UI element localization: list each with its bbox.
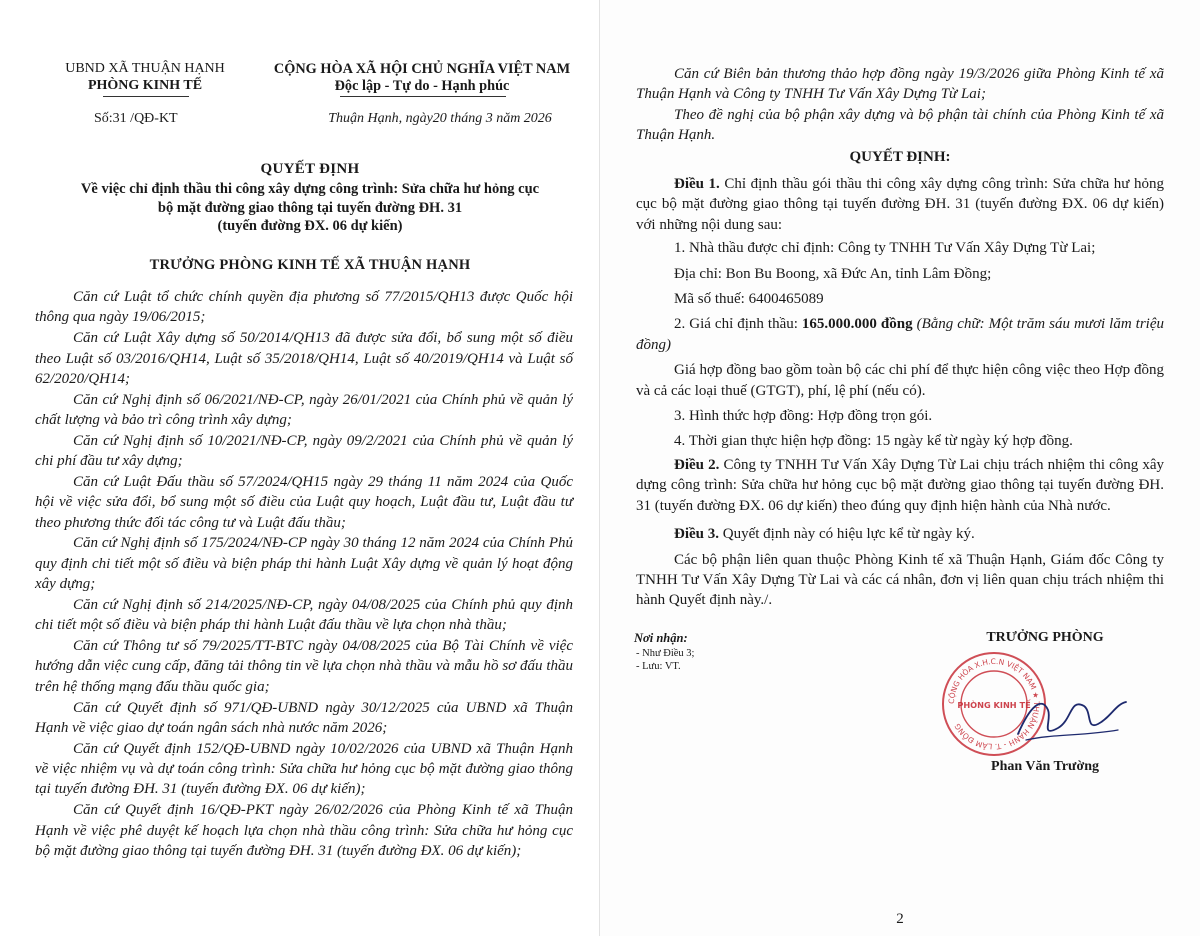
article-3 <box>636 524 1164 544</box>
header-underline-left <box>103 96 189 97</box>
legal-basis-item: Theo đề nghị của bộ phận xây dựng và bộ phận tài chính của Phòng Kinh tế xã Thuận Hạnh. <box>636 106 1164 144</box>
national-title: CỘNG HÒA XÃ HỘI CHỦ NGHĨA VIỆT NAM <box>273 61 571 77</box>
legal-basis-item: Căn cứ Quyết định 152/QĐ-UBND ngày 10/02/2026 của UBND xã Thuận Hạnh về việc nhiệm vụ và dự toán công trình: Sửa chữa hư hỏng cục bộ mặt đường giao thông tại tuyến đường ĐH. 31 (tuyến đường ĐX. 06 dự kiến); <box>35 740 573 798</box>
article-1-label: Điều 1. <box>674 176 720 192</box>
signature-title: TRƯỞNG PHÒNG <box>986 630 1104 645</box>
article-1-address: Địa chỉ: Bon Bu Boong, xã Đức An, tỉnh Lâm Đồng; <box>674 265 992 282</box>
seal-ring-text: CỘNG HÒA X.H.C.N VIỆT NAM ★ THUẬN HẠNH - T. LÂM ĐỒNG <box>946 656 1042 752</box>
page-right <box>600 0 1200 936</box>
legal-basis-item: Căn cứ Biên bản thương thảo hợp đồng ngày 19/3/2026 giữa Phòng Kinh tế xã Thuận Hạnh và Công ty TNHH Tư Vấn Xây Dựng Từ Lai; <box>636 66 1164 103</box>
article-3-label: Điều 3. <box>674 526 719 543</box>
recipients-label: Nơi nhận: <box>634 631 688 645</box>
dateline: Thuận Hạnh, ngày20 tháng 3 năm 2026 <box>328 111 552 126</box>
legal-basis-item: Căn cứ Nghị định số 214/2025/NĐ-CP, ngày 04/08/2025 của Chính phủ quy định chi tiết một số điều và biện pháp thi hành Luật đấu thầu về lựa chọn nhà thầu; <box>35 596 573 634</box>
legal-basis-item: Căn cứ Luật tổ chức chính quyền địa phương số 77/2015/QH13 được Quốc hội thông qua ngày 19/06/2015; <box>35 289 573 326</box>
article-1 <box>636 174 1164 235</box>
legal-basis-list <box>35 287 573 862</box>
article-1-contractor: 1. Nhà thầu được chỉ định: Công ty TNHH Tư Vấn Xây Dựng Từ Lai; <box>674 240 1096 257</box>
subject-line-3: (tuyến đường ĐX. 06 dự kiến) <box>217 218 403 234</box>
article-2-label: Điều 2. <box>674 456 720 473</box>
subject-line-1: Về việc chỉ định thầu thi công xây dựng công trình: Sửa chữa hư hỏng cục <box>80 181 540 197</box>
page-number: 2 <box>896 911 904 927</box>
article-1-contract-type: 3. Hình thức hợp đồng: Hợp đồng trọn gói. <box>674 408 933 425</box>
article-1-price-note: Giá hợp đồng bao gồm toàn bộ các chi phí để thực hiện công việc theo Hợp đồng và cả các loại thuế (GTGT), phí, lệ phí (nếu có). <box>636 362 1164 399</box>
seal-center-text: PHÒNG KINH TẾ <box>957 700 1031 710</box>
recipients-block <box>634 631 814 672</box>
handwritten-signature <box>1000 676 1140 756</box>
agency-name: UBND XÃ THUẬN HẠNH <box>65 61 225 76</box>
price-in-words: (Bằng chữ: Một trăm sáu mươi lăm triệu đồng) <box>636 316 1164 353</box>
document-title: QUYẾT ĐỊNH <box>260 161 360 177</box>
right-basis-list <box>636 64 1164 146</box>
national-motto: Độc lập - Tự do - Hạnh phúc <box>334 78 510 94</box>
article-1-tax-code: Mã số thuế: 6400465089 <box>674 291 824 308</box>
document-subject <box>40 180 580 236</box>
legal-basis-item: Căn cứ Nghị định số 06/2021/NĐ-CP, ngày 26/01/2021 của Chính phủ về quản lý chất lượng và bảo trì công trình xây dựng; <box>35 391 573 429</box>
legal-basis-item: Căn cứ Luật Xây dựng số 50/2014/QH13 đã được sửa đổi, bổ sung một số điều theo Luật số 03/2016/QH14, Luật số 35/2018/QH14, Luật số 40/2019/QH14 và Luật số 62/2020/QH14; <box>35 330 573 387</box>
document-number: Số:31 /QĐ-KT <box>94 111 178 126</box>
header-underline-right <box>340 96 506 97</box>
issuing-authority: TRƯỞNG PHÒNG KINH TẾ XÃ THUẬN HẠNH <box>149 257 471 273</box>
legal-basis-item: Căn cứ Thông tư số 79/2025/TT-BTC ngày 04/08/2025 của Bộ Tài Chính về việc hướng dẫn việc cung cấp, đăng tải thông tin về lựa chọn nhà thầu và mẫu hồ sơ đấu thầu trên hệ thống mạng đấu thầu quốc gia; <box>35 637 573 695</box>
department-name: PHÒNG KINH TẾ <box>87 78 203 93</box>
article-2-text: Công ty TNHH Tư Vấn Xây Dựng Từ Lai chịu trách nhiệm thi công xây dựng công trình: Sửa chữa hư hỏng cục bộ mặt đường giao thông tại tuyến đường ĐH. 31 (tuyến đường ĐX. 06 dự kiến) theo đúng quy định hiện hành của Nhà nước. <box>636 456 1165 514</box>
legal-basis-item: Căn cứ Luật Đấu thầu số 57/2024/QH15 ngày 29 tháng 11 năm 2024 của Quốc hội về việc sửa đổi, bổ sung một số điều của Luật quy hoạch, Luật đầu tư, Luật đầu tư theo phương thức đối tác công tư và Luật đấu thầu; <box>35 473 573 531</box>
legal-basis-item: Căn cứ Nghị định số 175/2024/NĐ-CP ngày 30 tháng 12 năm 2024 của Chính Phủ quy định chi tiết một số điều và biện pháp thi hành Luật Xây dựng về quản lý hoạt động xây dựng; <box>35 535 573 593</box>
legal-basis-item: Căn cứ Quyết định 16/QĐ-PKT ngày 26/02/2026 của Phòng Kinh tế xã Thuận Hạnh về việc phê duyệt kế hoạch lựa chọn nhà thầu công trình: Sửa chữa hư hỏng cục bộ mặt đường giao thông tại tuyến đường ĐH. 31 (tuyến đường ĐX. 06 dự kiến); <box>35 802 573 859</box>
article-3-execution: Các bộ phận liên quan thuộc Phòng Kinh tế xã Thuận Hạnh, Giám đốc Công ty TNHH Tư Vấn Xây Dựng Từ Lai và các cá nhân, đơn vị liên quan chịu trách nhiệm thi hành Quyết định này./. <box>636 551 1164 609</box>
decision-articles <box>636 174 1164 611</box>
article-1-text: Chỉ định thầu gói thầu thi công xây dựng công trình: Sửa chữa hư hỏng cục bộ mặt đường giao thông tại tuyến đường ĐH. 31 (tuyến đường ĐX. 06 dự kiến) với những nội dung sau: <box>636 176 1164 233</box>
price-prefix: 2. Giá chỉ định thầu: <box>674 316 802 333</box>
signer-name: Phan Văn Trường <box>991 759 1099 774</box>
legal-basis-item: Căn cứ Nghị định số 10/2021/NĐ-CP, ngày 09/2/2021 của Chính phủ về quản lý chi phí đầu tư xây dựng; <box>35 432 573 470</box>
article-2 <box>636 455 1164 516</box>
subject-line-2: bộ mặt đường giao thông tại tuyến đường ĐH. 31 <box>157 199 463 216</box>
recipient-item: - Lưu: VT. <box>636 661 681 672</box>
recipient-item: - Như Điều 3; <box>636 648 695 659</box>
legal-basis-item: Căn cứ Quyết định số 971/QĐ-UBND ngày 30/12/2025 của UBND xã Thuận Hạnh về việc giao dự toán ngân sách nhà nước năm 2026; <box>35 699 573 736</box>
article-1-price <box>636 314 1164 355</box>
decision-heading: QUYẾT ĐỊNH: <box>849 149 951 165</box>
article-3-text: Quyết định này có hiệu lực kể từ ngày ký. <box>719 526 975 543</box>
article-1-duration: 4. Thời gian thực hiện hợp đồng: 15 ngày kể từ ngày ký hợp đồng. <box>674 433 1073 450</box>
price-value: 165.000.000 đồng <box>801 316 913 333</box>
